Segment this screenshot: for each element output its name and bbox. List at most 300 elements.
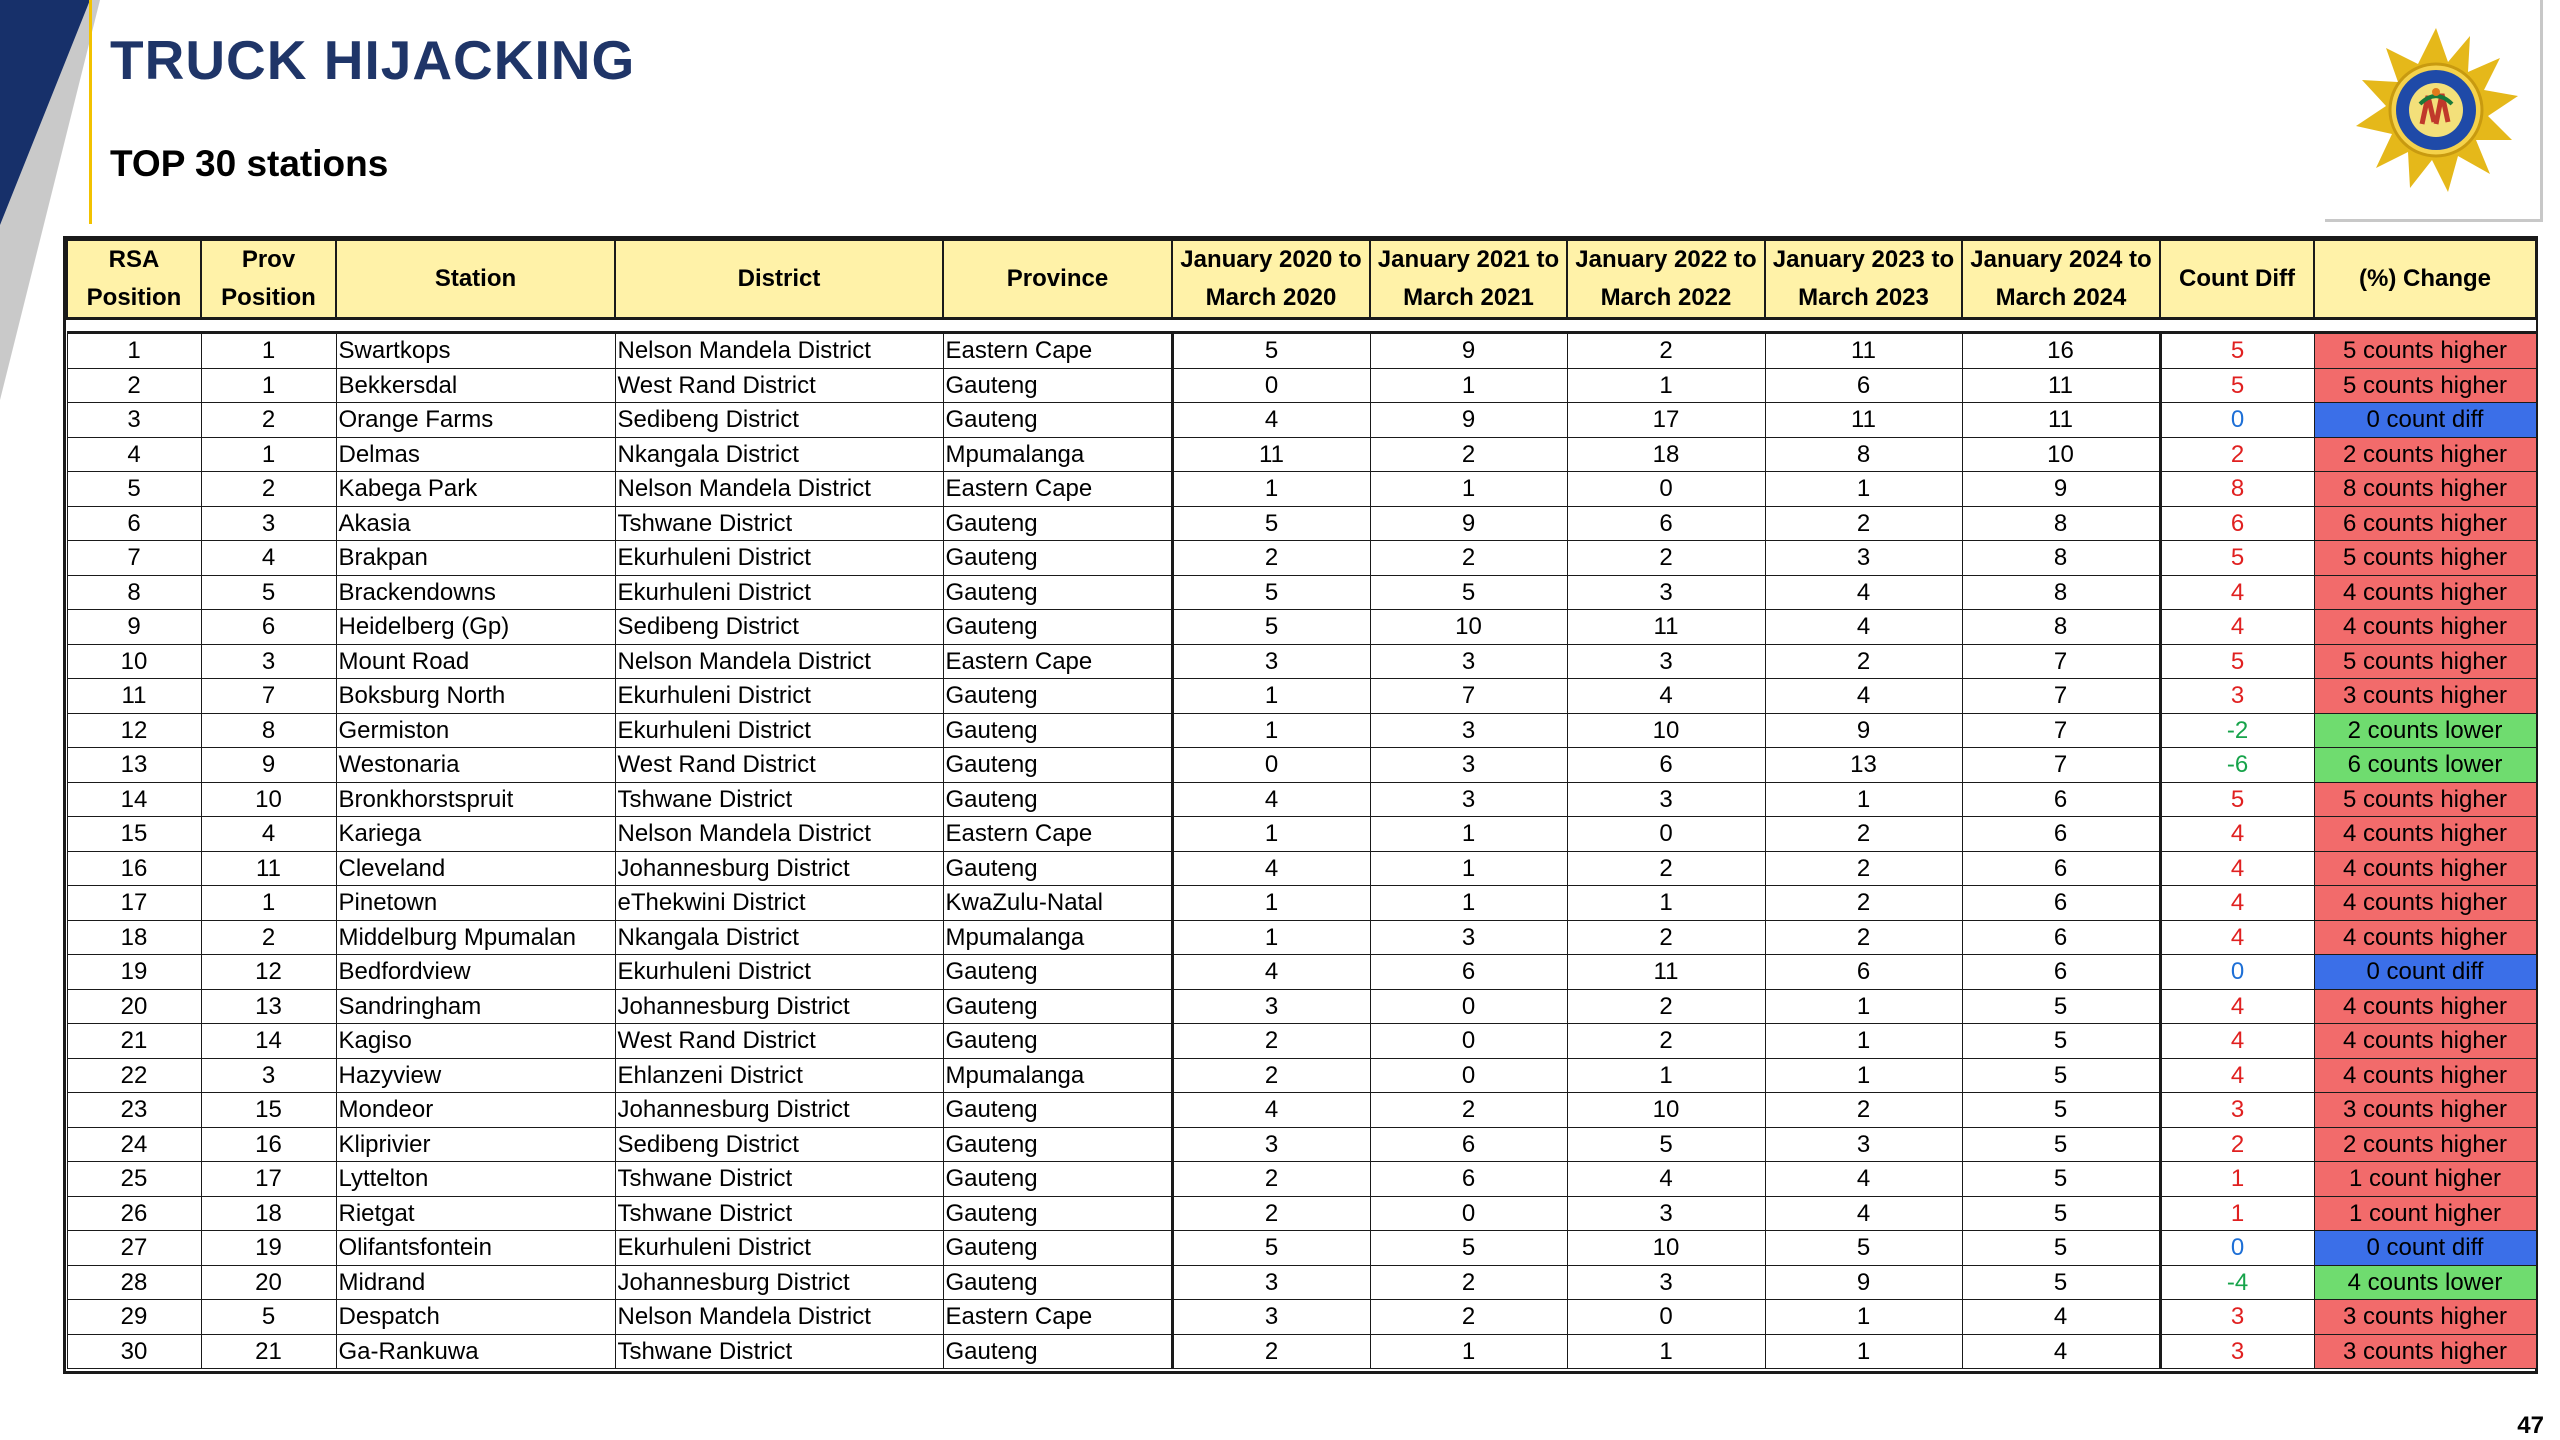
cell-rsa-position: 2 [67, 368, 201, 403]
cell-2022: 17 [1567, 403, 1765, 438]
cell-rsa-position: 17 [67, 886, 201, 921]
cell-2021: 9 [1370, 403, 1567, 438]
header-percent-change: (%) Change [2314, 240, 2536, 319]
cell-2023: 2 [1765, 644, 1962, 679]
cell-2020: 5 [1172, 506, 1370, 541]
cell-province: Gauteng [943, 610, 1172, 645]
cell-district: Nelson Mandela District [615, 644, 943, 679]
cell-2024: 4 [1962, 1334, 2160, 1369]
cell-2021: 5 [1370, 1231, 1567, 1266]
table-row [67, 1196, 2536, 1231]
cell-station: Kariega [336, 817, 615, 852]
cell-2024: 11 [1962, 403, 2160, 438]
table-row [67, 1093, 2536, 1128]
cell-2022: 10 [1567, 1093, 1765, 1128]
cell-2024: 5 [1962, 1024, 2160, 1059]
cell-district: Ekurhuleni District [615, 575, 943, 610]
table-header-row [67, 240, 2536, 319]
cell-2024: 5 [1962, 1162, 2160, 1197]
cell-district: Tshwane District [615, 1334, 943, 1369]
stations-table [66, 239, 2537, 1369]
cell-2024: 6 [1962, 817, 2160, 852]
cell-2020: 3 [1172, 989, 1370, 1024]
cell-2020: 1 [1172, 713, 1370, 748]
cell-count-diff: 4 [2160, 851, 2314, 886]
cell-prov-position: 13 [201, 989, 336, 1024]
cell-province: Gauteng [943, 851, 1172, 886]
cell-percent-change: 5 counts higher [2314, 368, 2536, 403]
cell-2021: 6 [1370, 1162, 1567, 1197]
cell-2021: 2 [1370, 1265, 1567, 1300]
cell-station: Olifantsfontein [336, 1231, 615, 1266]
cell-station: Cleveland [336, 851, 615, 886]
header-station: Station [336, 240, 615, 319]
table-row [67, 437, 2536, 472]
header-count-diff: Count Diff [2160, 240, 2314, 319]
header-district: District [615, 240, 943, 319]
cell-prov-position: 1 [201, 437, 336, 472]
cell-2022: 0 [1567, 472, 1765, 507]
header-spacer-cell [67, 319, 2536, 333]
cell-count-diff: 2 [2160, 437, 2314, 472]
saps-logo [2325, 0, 2543, 222]
cell-rsa-position: 9 [67, 610, 201, 645]
cell-district: Nelson Mandela District [615, 472, 943, 507]
cell-rsa-position: 12 [67, 713, 201, 748]
cell-2020: 5 [1172, 333, 1370, 369]
cell-percent-change: 6 counts higher [2314, 506, 2536, 541]
table-row [67, 955, 2536, 990]
cell-percent-change: 2 counts higher [2314, 437, 2536, 472]
cell-station: Orange Farms [336, 403, 615, 438]
cell-count-diff: 2 [2160, 1127, 2314, 1162]
cell-2024: 5 [1962, 1265, 2160, 1300]
cell-2022: 3 [1567, 644, 1765, 679]
cell-count-diff: 5 [2160, 368, 2314, 403]
cell-rsa-position: 5 [67, 472, 201, 507]
cell-2020: 5 [1172, 1231, 1370, 1266]
cell-2021: 2 [1370, 1300, 1567, 1335]
cell-province: Eastern Cape [943, 472, 1172, 507]
table-row [67, 575, 2536, 610]
cell-station: Ga-Rankuwa [336, 1334, 615, 1369]
cell-district: Ekurhuleni District [615, 713, 943, 748]
cell-rsa-position: 14 [67, 782, 201, 817]
cell-2022: 3 [1567, 782, 1765, 817]
cell-2023: 1 [1765, 1334, 1962, 1369]
table-row [67, 333, 2536, 369]
cell-2021: 3 [1370, 782, 1567, 817]
cell-province: Gauteng [943, 955, 1172, 990]
cell-2022: 4 [1567, 1162, 1765, 1197]
cell-percent-change: 4 counts higher [2314, 1058, 2536, 1093]
cell-station: Heidelberg (Gp) [336, 610, 615, 645]
cell-2022: 4 [1567, 679, 1765, 714]
cell-percent-change: 0 count diff [2314, 403, 2536, 438]
cell-count-diff: 6 [2160, 506, 2314, 541]
cell-2021: 9 [1370, 333, 1567, 369]
cell-2023: 2 [1765, 817, 1962, 852]
cell-prov-position: 3 [201, 1058, 336, 1093]
cell-count-diff: 4 [2160, 610, 2314, 645]
cell-2020: 4 [1172, 1093, 1370, 1128]
header-prov-position: Prov Position [201, 240, 336, 319]
cell-2022: 2 [1567, 920, 1765, 955]
cell-count-diff: 3 [2160, 1334, 2314, 1369]
cell-station: Boksburg North [336, 679, 615, 714]
cell-province: Gauteng [943, 748, 1172, 783]
cell-rsa-position: 19 [67, 955, 201, 990]
cell-count-diff: -6 [2160, 748, 2314, 783]
cell-province: Gauteng [943, 541, 1172, 576]
cell-2023: 1 [1765, 1300, 1962, 1335]
cell-district: Sedibeng District [615, 1127, 943, 1162]
cell-prov-position: 19 [201, 1231, 336, 1266]
cell-count-diff: 5 [2160, 541, 2314, 576]
cell-2020: 1 [1172, 886, 1370, 921]
cell-2022: 3 [1567, 575, 1765, 610]
page-subtitle: TOP 30 stations [110, 143, 389, 184]
cell-province: Gauteng [943, 506, 1172, 541]
cell-percent-change: 5 counts higher [2314, 644, 2536, 679]
table-row [67, 920, 2536, 955]
cell-rsa-position: 27 [67, 1231, 201, 1266]
cell-station: Delmas [336, 437, 615, 472]
cell-province: Gauteng [943, 368, 1172, 403]
cell-count-diff: 4 [2160, 886, 2314, 921]
cell-prov-position: 10 [201, 782, 336, 817]
cell-prov-position: 4 [201, 541, 336, 576]
cell-rsa-position: 13 [67, 748, 201, 783]
cell-2020: 2 [1172, 1162, 1370, 1197]
cell-2023: 11 [1765, 403, 1962, 438]
cell-2021: 0 [1370, 1196, 1567, 1231]
cell-prov-position: 4 [201, 817, 336, 852]
table-row [67, 817, 2536, 852]
cell-2024: 6 [1962, 782, 2160, 817]
table-row [67, 748, 2536, 783]
cell-2020: 4 [1172, 782, 1370, 817]
cell-2023: 11 [1765, 333, 1962, 369]
cell-count-diff: 5 [2160, 333, 2314, 369]
cell-2020: 3 [1172, 1127, 1370, 1162]
cell-rsa-position: 8 [67, 575, 201, 610]
cell-2024: 5 [1962, 1196, 2160, 1231]
cell-2024: 11 [1962, 368, 2160, 403]
cell-district: Ekurhuleni District [615, 955, 943, 990]
cell-percent-change: 4 counts higher [2314, 1024, 2536, 1059]
table-row [67, 1265, 2536, 1300]
cell-2023: 13 [1765, 748, 1962, 783]
cell-count-diff: 4 [2160, 1058, 2314, 1093]
cell-2022: 3 [1567, 1196, 1765, 1231]
cell-province: Gauteng [943, 1231, 1172, 1266]
cell-2021: 1 [1370, 472, 1567, 507]
cell-prov-position: 15 [201, 1093, 336, 1128]
cell-2024: 6 [1962, 886, 2160, 921]
header-period-2023: January 2023 to March 2023 [1765, 240, 1962, 319]
cell-2023: 4 [1765, 679, 1962, 714]
table-row [67, 1024, 2536, 1059]
cell-rsa-position: 15 [67, 817, 201, 852]
cell-2024: 7 [1962, 713, 2160, 748]
cell-2021: 3 [1370, 713, 1567, 748]
header-period-2021: January 2021 to March 2021 [1370, 240, 1567, 319]
cell-2021: 6 [1370, 1127, 1567, 1162]
cell-count-diff: -4 [2160, 1265, 2314, 1300]
cell-2020: 3 [1172, 1300, 1370, 1335]
cell-2022: 18 [1567, 437, 1765, 472]
cell-2020: 4 [1172, 851, 1370, 886]
cell-prov-position: 14 [201, 1024, 336, 1059]
cell-rsa-position: 30 [67, 1334, 201, 1369]
cell-2022: 2 [1567, 851, 1765, 886]
table-row [67, 644, 2536, 679]
cell-rsa-position: 22 [67, 1058, 201, 1093]
cell-percent-change: 4 counts higher [2314, 886, 2536, 921]
cell-2024: 9 [1962, 472, 2160, 507]
page-title: TRUCK HIJACKING [110, 29, 636, 91]
cell-2021: 1 [1370, 1334, 1567, 1369]
cell-2020: 1 [1172, 472, 1370, 507]
cell-2023: 1 [1765, 782, 1962, 817]
cell-province: Eastern Cape [943, 644, 1172, 679]
cell-district: Ekurhuleni District [615, 1231, 943, 1266]
cell-2021: 2 [1370, 437, 1567, 472]
cell-2024: 8 [1962, 610, 2160, 645]
cell-2022: 1 [1567, 886, 1765, 921]
table-row [67, 1231, 2536, 1266]
cell-2023: 4 [1765, 1196, 1962, 1231]
cell-2023: 5 [1765, 1231, 1962, 1266]
cell-rsa-position: 16 [67, 851, 201, 886]
cell-province: Mpumalanga [943, 1058, 1172, 1093]
cell-2023: 8 [1765, 437, 1962, 472]
cell-2022: 0 [1567, 1300, 1765, 1335]
cell-rsa-position: 28 [67, 1265, 201, 1300]
cell-district: West Rand District [615, 748, 943, 783]
cell-2023: 4 [1765, 610, 1962, 645]
cell-station: Bekkersdal [336, 368, 615, 403]
cell-station: Pinetown [336, 886, 615, 921]
cell-rsa-position: 1 [67, 333, 201, 369]
cell-prov-position: 2 [201, 403, 336, 438]
cell-district: Johannesburg District [615, 989, 943, 1024]
cell-percent-change: 0 count diff [2314, 955, 2536, 990]
cell-rsa-position: 7 [67, 541, 201, 576]
cell-station: Brackendowns [336, 575, 615, 610]
header-period-2020: January 2020 to March 2020 [1172, 240, 1370, 319]
cell-count-diff: 4 [2160, 989, 2314, 1024]
cell-2020: 1 [1172, 817, 1370, 852]
cell-2023: 1 [1765, 1024, 1962, 1059]
cell-percent-change: 5 counts higher [2314, 782, 2536, 817]
cell-province: Gauteng [943, 1196, 1172, 1231]
cell-district: West Rand District [615, 1024, 943, 1059]
cell-district: Tshwane District [615, 506, 943, 541]
cell-percent-change: 4 counts higher [2314, 817, 2536, 852]
cell-district: Nkangala District [615, 920, 943, 955]
cell-rsa-position: 21 [67, 1024, 201, 1059]
cell-2024: 4 [1962, 1300, 2160, 1335]
cell-count-diff: 0 [2160, 403, 2314, 438]
cell-station: Akasia [336, 506, 615, 541]
cell-percent-change: 4 counts higher [2314, 610, 2536, 645]
cell-district: Ehlanzeni District [615, 1058, 943, 1093]
cell-2024: 8 [1962, 541, 2160, 576]
cell-2022: 6 [1567, 506, 1765, 541]
cell-2022: 3 [1567, 1265, 1765, 1300]
header-spacer [67, 319, 2536, 333]
cell-station: Swartkops [336, 333, 615, 369]
table-row [67, 403, 2536, 438]
cell-count-diff: 4 [2160, 817, 2314, 852]
cell-prov-position: 1 [201, 368, 336, 403]
table-body [67, 333, 2536, 1369]
cell-2023: 4 [1765, 1162, 1962, 1197]
cell-2020: 0 [1172, 748, 1370, 783]
cell-prov-position: 7 [201, 679, 336, 714]
cell-percent-change: 3 counts higher [2314, 1334, 2536, 1369]
table-row [67, 610, 2536, 645]
cell-station: Midrand [336, 1265, 615, 1300]
cell-province: Gauteng [943, 1127, 1172, 1162]
cell-2023: 9 [1765, 713, 1962, 748]
cell-prov-position: 18 [201, 1196, 336, 1231]
cell-2021: 6 [1370, 955, 1567, 990]
cell-prov-position: 17 [201, 1162, 336, 1197]
cell-2020: 2 [1172, 541, 1370, 576]
cell-percent-change: 1 count higher [2314, 1196, 2536, 1231]
cell-2022: 11 [1567, 955, 1765, 990]
cell-2022: 6 [1567, 748, 1765, 783]
cell-percent-change: 0 count diff [2314, 1231, 2536, 1266]
table-row [67, 989, 2536, 1024]
cell-2024: 6 [1962, 920, 2160, 955]
cell-2022: 1 [1567, 368, 1765, 403]
cell-2023: 9 [1765, 1265, 1962, 1300]
cell-2023: 4 [1765, 575, 1962, 610]
cell-province: Mpumalanga [943, 437, 1172, 472]
cell-rsa-position: 3 [67, 403, 201, 438]
cell-2023: 2 [1765, 886, 1962, 921]
cell-district: Johannesburg District [615, 1265, 943, 1300]
cell-station: Germiston [336, 713, 615, 748]
cell-2023: 2 [1765, 851, 1962, 886]
cell-count-diff: -2 [2160, 713, 2314, 748]
cell-count-diff: 0 [2160, 1231, 2314, 1266]
cell-province: Eastern Cape [943, 333, 1172, 369]
cell-province: Eastern Cape [943, 817, 1172, 852]
cell-province: Gauteng [943, 713, 1172, 748]
cell-percent-change: 4 counts higher [2314, 575, 2536, 610]
cell-2020: 0 [1172, 368, 1370, 403]
cell-2021: 2 [1370, 541, 1567, 576]
cell-station: Sandringham [336, 989, 615, 1024]
cell-station: Mount Road [336, 644, 615, 679]
cell-district: eThekwini District [615, 886, 943, 921]
cell-2024: 6 [1962, 851, 2160, 886]
cell-percent-change: 5 counts higher [2314, 333, 2536, 369]
table-row [67, 1300, 2536, 1335]
cell-2020: 1 [1172, 920, 1370, 955]
cell-rsa-position: 25 [67, 1162, 201, 1197]
cell-count-diff: 4 [2160, 575, 2314, 610]
cell-2023: 2 [1765, 1093, 1962, 1128]
cell-2022: 5 [1567, 1127, 1765, 1162]
cell-station: Kliprivier [336, 1127, 615, 1162]
cell-station: Kagiso [336, 1024, 615, 1059]
cell-district: Ekurhuleni District [615, 679, 943, 714]
table-row [67, 713, 2536, 748]
cell-province: Gauteng [943, 1334, 1172, 1369]
cell-prov-position: 5 [201, 575, 336, 610]
cell-2020: 2 [1172, 1024, 1370, 1059]
cell-2021: 1 [1370, 368, 1567, 403]
cell-rsa-position: 24 [67, 1127, 201, 1162]
cell-prov-position: 3 [201, 506, 336, 541]
cell-count-diff: 0 [2160, 955, 2314, 990]
cell-percent-change: 2 counts higher [2314, 1127, 2536, 1162]
table-row [67, 1127, 2536, 1162]
cell-2024: 5 [1962, 1093, 2160, 1128]
table-row [67, 886, 2536, 921]
cell-2021: 2 [1370, 1093, 1567, 1128]
cell-2022: 2 [1567, 541, 1765, 576]
cell-percent-change: 4 counts lower [2314, 1265, 2536, 1300]
table-row [67, 782, 2536, 817]
table-row [67, 851, 2536, 886]
cell-station: Middelburg Mpumalan [336, 920, 615, 955]
cell-2021: 5 [1370, 575, 1567, 610]
cell-count-diff: 1 [2160, 1162, 2314, 1197]
cell-rsa-position: 4 [67, 437, 201, 472]
cell-2020: 5 [1172, 575, 1370, 610]
cell-percent-change: 3 counts higher [2314, 1300, 2536, 1335]
cell-2024: 7 [1962, 748, 2160, 783]
cell-province: Gauteng [943, 403, 1172, 438]
cell-2021: 1 [1370, 817, 1567, 852]
cell-district: Nelson Mandela District [615, 1300, 943, 1335]
cell-2022: 2 [1567, 333, 1765, 369]
cell-prov-position: 12 [201, 955, 336, 990]
cell-percent-change: 3 counts higher [2314, 1093, 2536, 1128]
cell-2020: 2 [1172, 1196, 1370, 1231]
cell-district: Nelson Mandela District [615, 333, 943, 369]
cell-2021: 0 [1370, 989, 1567, 1024]
cell-prov-position: 1 [201, 886, 336, 921]
cell-count-diff: 1 [2160, 1196, 2314, 1231]
cell-percent-change: 1 count higher [2314, 1162, 2536, 1197]
cell-2024: 5 [1962, 1127, 2160, 1162]
cell-district: Nkangala District [615, 437, 943, 472]
cell-2021: 9 [1370, 506, 1567, 541]
cell-2024: 8 [1962, 506, 2160, 541]
cell-district: West Rand District [615, 368, 943, 403]
cell-2021: 1 [1370, 886, 1567, 921]
cell-2023: 1 [1765, 989, 1962, 1024]
table-row [67, 541, 2536, 576]
cell-count-diff: 5 [2160, 782, 2314, 817]
cell-district: Sedibeng District [615, 610, 943, 645]
cell-2021: 3 [1370, 644, 1567, 679]
cell-2022: 11 [1567, 610, 1765, 645]
cell-district: Johannesburg District [615, 1093, 943, 1128]
cell-station: Brakpan [336, 541, 615, 576]
cell-province: Gauteng [943, 1162, 1172, 1197]
cell-province: KwaZulu-Natal [943, 886, 1172, 921]
cell-percent-change: 3 counts higher [2314, 679, 2536, 714]
